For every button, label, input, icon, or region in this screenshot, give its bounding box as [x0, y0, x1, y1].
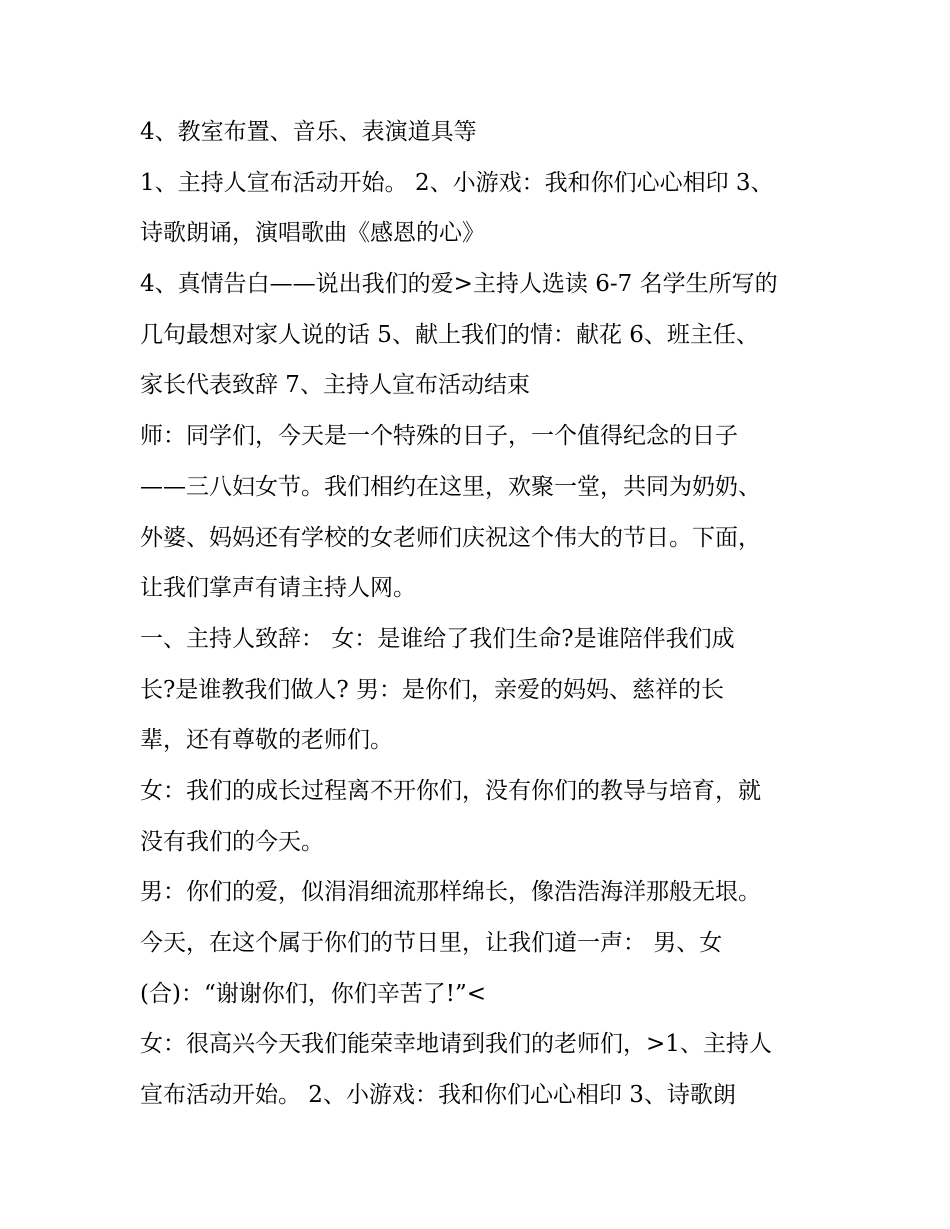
- text-line: ——三八妇女节。我们相约在这里，欢聚一堂，共同为奶奶、: [140, 473, 761, 500]
- text-line: 辈，还有尊敬的老师们。: [140, 727, 393, 754]
- text-line: 师：同学们，今天是一个特殊的日子，一个值得纪念的日子: [140, 423, 738, 450]
- text-line: 一、主持人致辞： 女：是谁给了我们生命?是谁陪伴我们成: [140, 625, 735, 652]
- text-line: 外婆、妈妈还有学校的女老师们庆祝这个伟大的节日。下面，: [140, 524, 761, 551]
- text-line: 女：很高兴今天我们能荣幸地请到我们的老师们，>1、主持人: [140, 1031, 772, 1058]
- text-line: 男：你们的爱，似涓涓细流那样绵长，像浩浩海洋那般无垠。: [140, 879, 761, 906]
- text-line: 女：我们的成长过程离不开你们，没有你们的教导与培育，就: [140, 777, 761, 804]
- text-line: 家长代表致辞 7、主持人宣布活动结束: [140, 372, 530, 399]
- text-line: 4、教室布置、音乐、表演道具等: [140, 119, 477, 145]
- text-line: 长?是谁教我们做人? 男：是你们，亲爱的妈妈、慈祥的长: [140, 676, 724, 703]
- text-line: 1、主持人宣布活动开始。 2、小游戏：我和你们心心相印 3、: [140, 169, 774, 196]
- text-line: 没有我们的今天。: [140, 828, 324, 855]
- text-line: 诗歌朗诵，演唱歌曲《感恩的心》: [140, 220, 485, 247]
- text-line: 4、真情告白——说出我们的爱>主持人选读 6-7 名学生所写的: [140, 271, 778, 298]
- text-line: 几句最想对家人说的话 5、献上我们的情：献花 6、班主任、: [140, 321, 759, 348]
- text-line: 今天，在这个属于你们的节日里，让我们道一声： 男、女: [140, 930, 723, 956]
- document-body: [140, 107, 820, 1121]
- text-line: (合)：“谢谢你们，你们辛苦了!”<: [140, 980, 486, 1007]
- text-line: 让我们掌声有请主持人网。: [140, 575, 416, 602]
- text-line: 宣布活动开始。 2、小游戏：我和你们心心相印 3、诗歌朗: [140, 1082, 736, 1109]
